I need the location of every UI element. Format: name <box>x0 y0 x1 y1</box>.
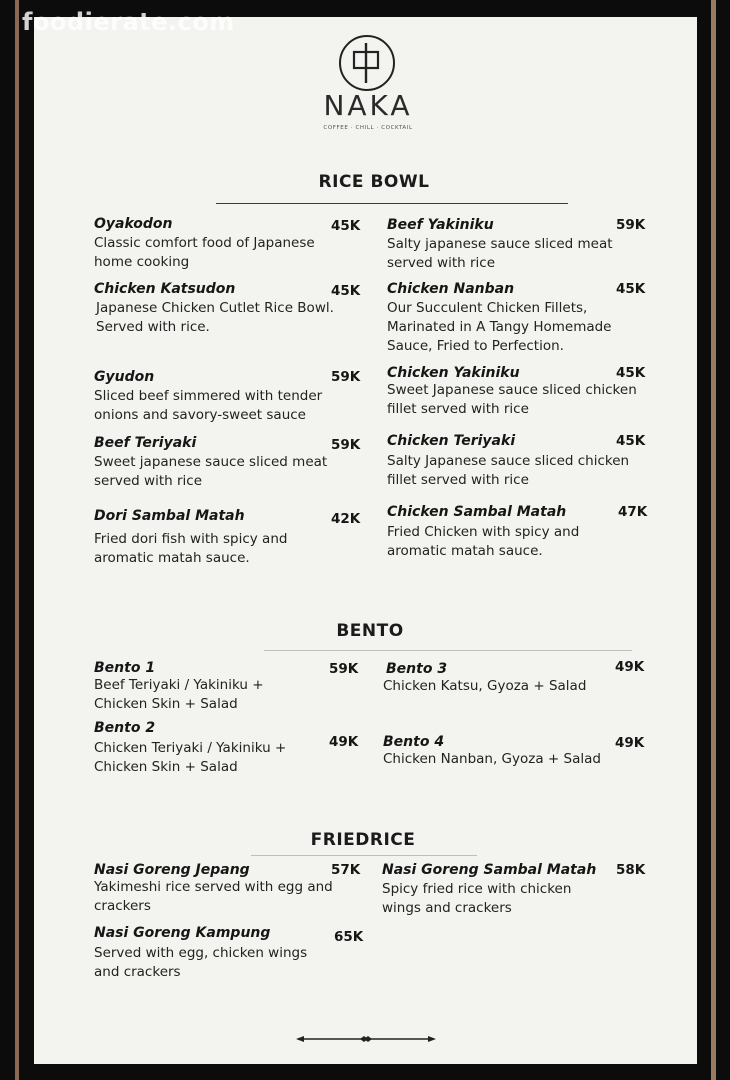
item-price: 59K <box>329 661 359 677</box>
menu-item <box>94 925 366 982</box>
brand-name: NAKA <box>323 89 413 122</box>
item-description: Japanese Chicken Cutlet Rice Bowl. Served with rice. <box>96 300 334 335</box>
item-description: Fried dori fish with spicy and aromatic matah sauce. <box>94 531 288 566</box>
item-name: Bento 1 <box>94 660 156 676</box>
item-description: Sliced beef simmered with tender onions and savory-sweet sauce <box>94 388 323 423</box>
item-name: Oyakodon <box>94 216 173 232</box>
section-divider <box>251 855 477 856</box>
menu-item <box>383 734 649 769</box>
frame-border-right <box>711 0 716 1080</box>
menu-item <box>94 369 362 425</box>
menu-item <box>387 433 649 490</box>
menu-item <box>383 659 650 696</box>
menu-item <box>94 660 362 714</box>
item-price: 45K <box>331 218 361 234</box>
item-price: 65K <box>334 929 364 945</box>
item-description: Our Succulent Chicken Fillets, Marinated in A Tangy Homemade Sauce, Fried to Perfection. <box>387 300 612 354</box>
item-description: Beef Teriyaki / Yakiniku + Chicken Skin + Salad <box>94 677 264 712</box>
item-name: Chicken Sambal Matah <box>387 504 567 520</box>
item-description: Spicy fried rice with chicken wings and crackers <box>382 881 572 916</box>
menu-item <box>382 862 650 918</box>
item-price: 45K <box>616 433 646 449</box>
item-description: Chicken Teriyaki / Yakiniku + Chicken Skin + Salad <box>94 740 287 775</box>
item-name: Nasi Goreng Jepang <box>94 862 250 878</box>
item-price: 59K <box>616 217 646 233</box>
item-name: Nasi Goreng Sambal Matah <box>382 862 597 878</box>
item-name: Bento 2 <box>94 720 156 736</box>
item-name: Bento 4 <box>383 734 445 750</box>
item-name: Chicken Teriyaki <box>387 433 516 449</box>
menu-page <box>34 17 697 1064</box>
item-name: Bento 3 <box>386 661 448 677</box>
item-price: 59K <box>331 437 361 453</box>
item-name: Chicken Nanban <box>387 281 515 297</box>
item-name: Gyudon <box>94 369 155 385</box>
naka-kanji-logo-icon <box>339 35 395 91</box>
menu-item <box>94 281 362 337</box>
item-description: Salty japanese sauce sliced meat served with rice <box>387 236 613 271</box>
menu-item <box>94 216 362 272</box>
section-title-rice-bowl: RICE BOWL <box>318 172 430 192</box>
item-description: Sweet Japanese sauce sliced chicken fillet served with rice <box>387 382 637 417</box>
item-description: Served with egg, chicken wings and crackers <box>94 945 308 980</box>
item-price: 57K <box>331 862 361 878</box>
section-divider <box>264 650 632 651</box>
item-description: Chicken Nanban, Gyoza + Salad <box>383 751 601 767</box>
item-description: Salty Japanese sauce sliced chicken fillet served with rice <box>387 453 630 488</box>
item-description: Sweet japanese sauce sliced meat served with rice <box>94 454 328 489</box>
item-name: Beef Teriyaki <box>94 435 197 451</box>
menu-item <box>94 720 362 777</box>
item-price: 59K <box>331 369 361 385</box>
item-name: Dori Sambal Matah <box>94 508 245 524</box>
section-title-bento: BENTO <box>336 621 404 641</box>
item-price: 47K <box>618 504 648 520</box>
menu-item <box>94 862 362 916</box>
item-description: Yakimeshi rice served with egg and crackers <box>94 879 333 914</box>
item-description: Fried Chicken with spicy and aromatic matah sauce. <box>387 524 580 559</box>
item-price: 45K <box>616 365 646 381</box>
section-divider <box>216 203 568 204</box>
item-name: Chicken Yakiniku <box>387 365 520 381</box>
item-price: 45K <box>616 281 646 297</box>
item-price: 49K <box>615 735 645 751</box>
item-description: Chicken Katsu, Gyoza + Salad <box>383 678 587 694</box>
section-title-friedrice: FRIEDRICE <box>310 830 416 850</box>
item-name: Chicken Katsudon <box>94 281 236 297</box>
ornament-divider-icon <box>296 1031 436 1047</box>
item-price: 58K <box>616 862 646 878</box>
menu-item <box>94 508 362 568</box>
menu-item <box>387 217 649 273</box>
watermark: foodierate.com <box>22 8 235 36</box>
menu-item <box>387 504 649 561</box>
item-description: Classic comfort food of Japanese home cooking <box>94 235 315 270</box>
frame-border-left <box>15 0 19 1080</box>
item-price: 45K <box>331 283 361 299</box>
menu-item <box>94 435 362 491</box>
item-price: 42K <box>331 511 361 527</box>
brand-tagline: COFFEE · CHILL · COCKTAIL <box>323 125 413 131</box>
item-name: Beef Yakiniku <box>387 217 494 233</box>
item-price: 49K <box>615 659 645 675</box>
menu-item <box>387 281 649 356</box>
item-price: 49K <box>329 734 359 750</box>
item-name: Nasi Goreng Kampung <box>94 925 271 941</box>
menu-item <box>387 365 649 419</box>
